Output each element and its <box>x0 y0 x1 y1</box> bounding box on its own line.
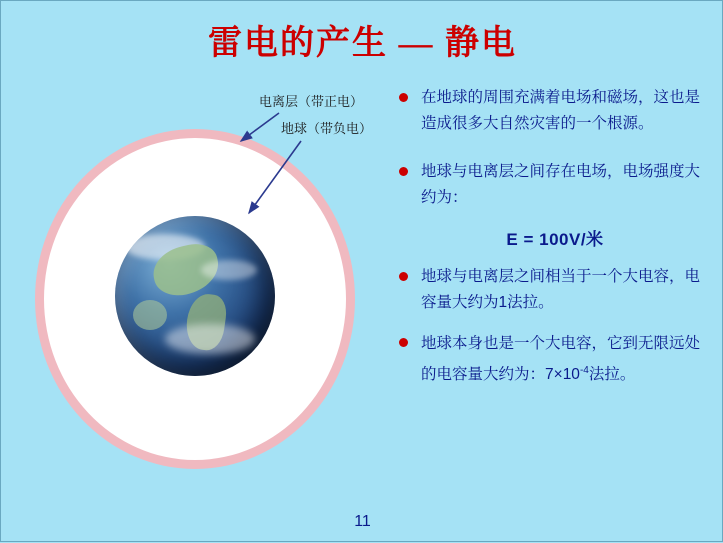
list-item-label: 地球与电离层之间存在电场，电场强度大约为： <box>421 163 701 206</box>
list-item <box>399 85 711 137</box>
bullet-dot-icon <box>399 93 408 102</box>
capacitance-line1: 地球本身也是一个大电容，它到 <box>421 335 639 352</box>
earth-globe <box>115 216 275 376</box>
list-item-capacitance <box>399 330 711 388</box>
bullet-list <box>399 85 711 402</box>
list-item <box>399 159 711 211</box>
landmass-decoration <box>133 300 167 330</box>
list-item-label <box>399 330 711 388</box>
page-title: 雷电的产生 — 静电 <box>208 25 517 62</box>
capacitance-line2-prefix: 无限远处的电容量大约为： <box>421 335 701 384</box>
cloud-decoration <box>165 324 255 354</box>
bullet-dot-icon <box>399 167 408 176</box>
earth-ionosphere-diagram <box>23 121 373 481</box>
cloud-decoration <box>201 260 257 280</box>
bullet-dot-icon <box>399 272 408 281</box>
label-ionosphere: 电离层（带正电） <box>259 94 364 109</box>
page-number: 11 <box>354 513 371 530</box>
capacitance-value: 7×10 <box>545 366 580 384</box>
capacitance-line3: 法拉。 <box>588 366 636 384</box>
list-item-label: 地球与电离层之间相当于一个大电容，电容量大约为1法拉。 <box>421 268 701 311</box>
label-earth: 地球（带负电） <box>281 121 373 136</box>
list-item <box>399 264 711 316</box>
bullet-dot-icon <box>399 338 408 347</box>
formula-text: E = 100V/米 <box>506 230 604 249</box>
list-item-label: 在地球的周围充满着电场和磁场，这也是造成很多大自然灾害的一个根源。 <box>421 89 701 132</box>
capacitance-exponent: -4 <box>579 365 589 376</box>
